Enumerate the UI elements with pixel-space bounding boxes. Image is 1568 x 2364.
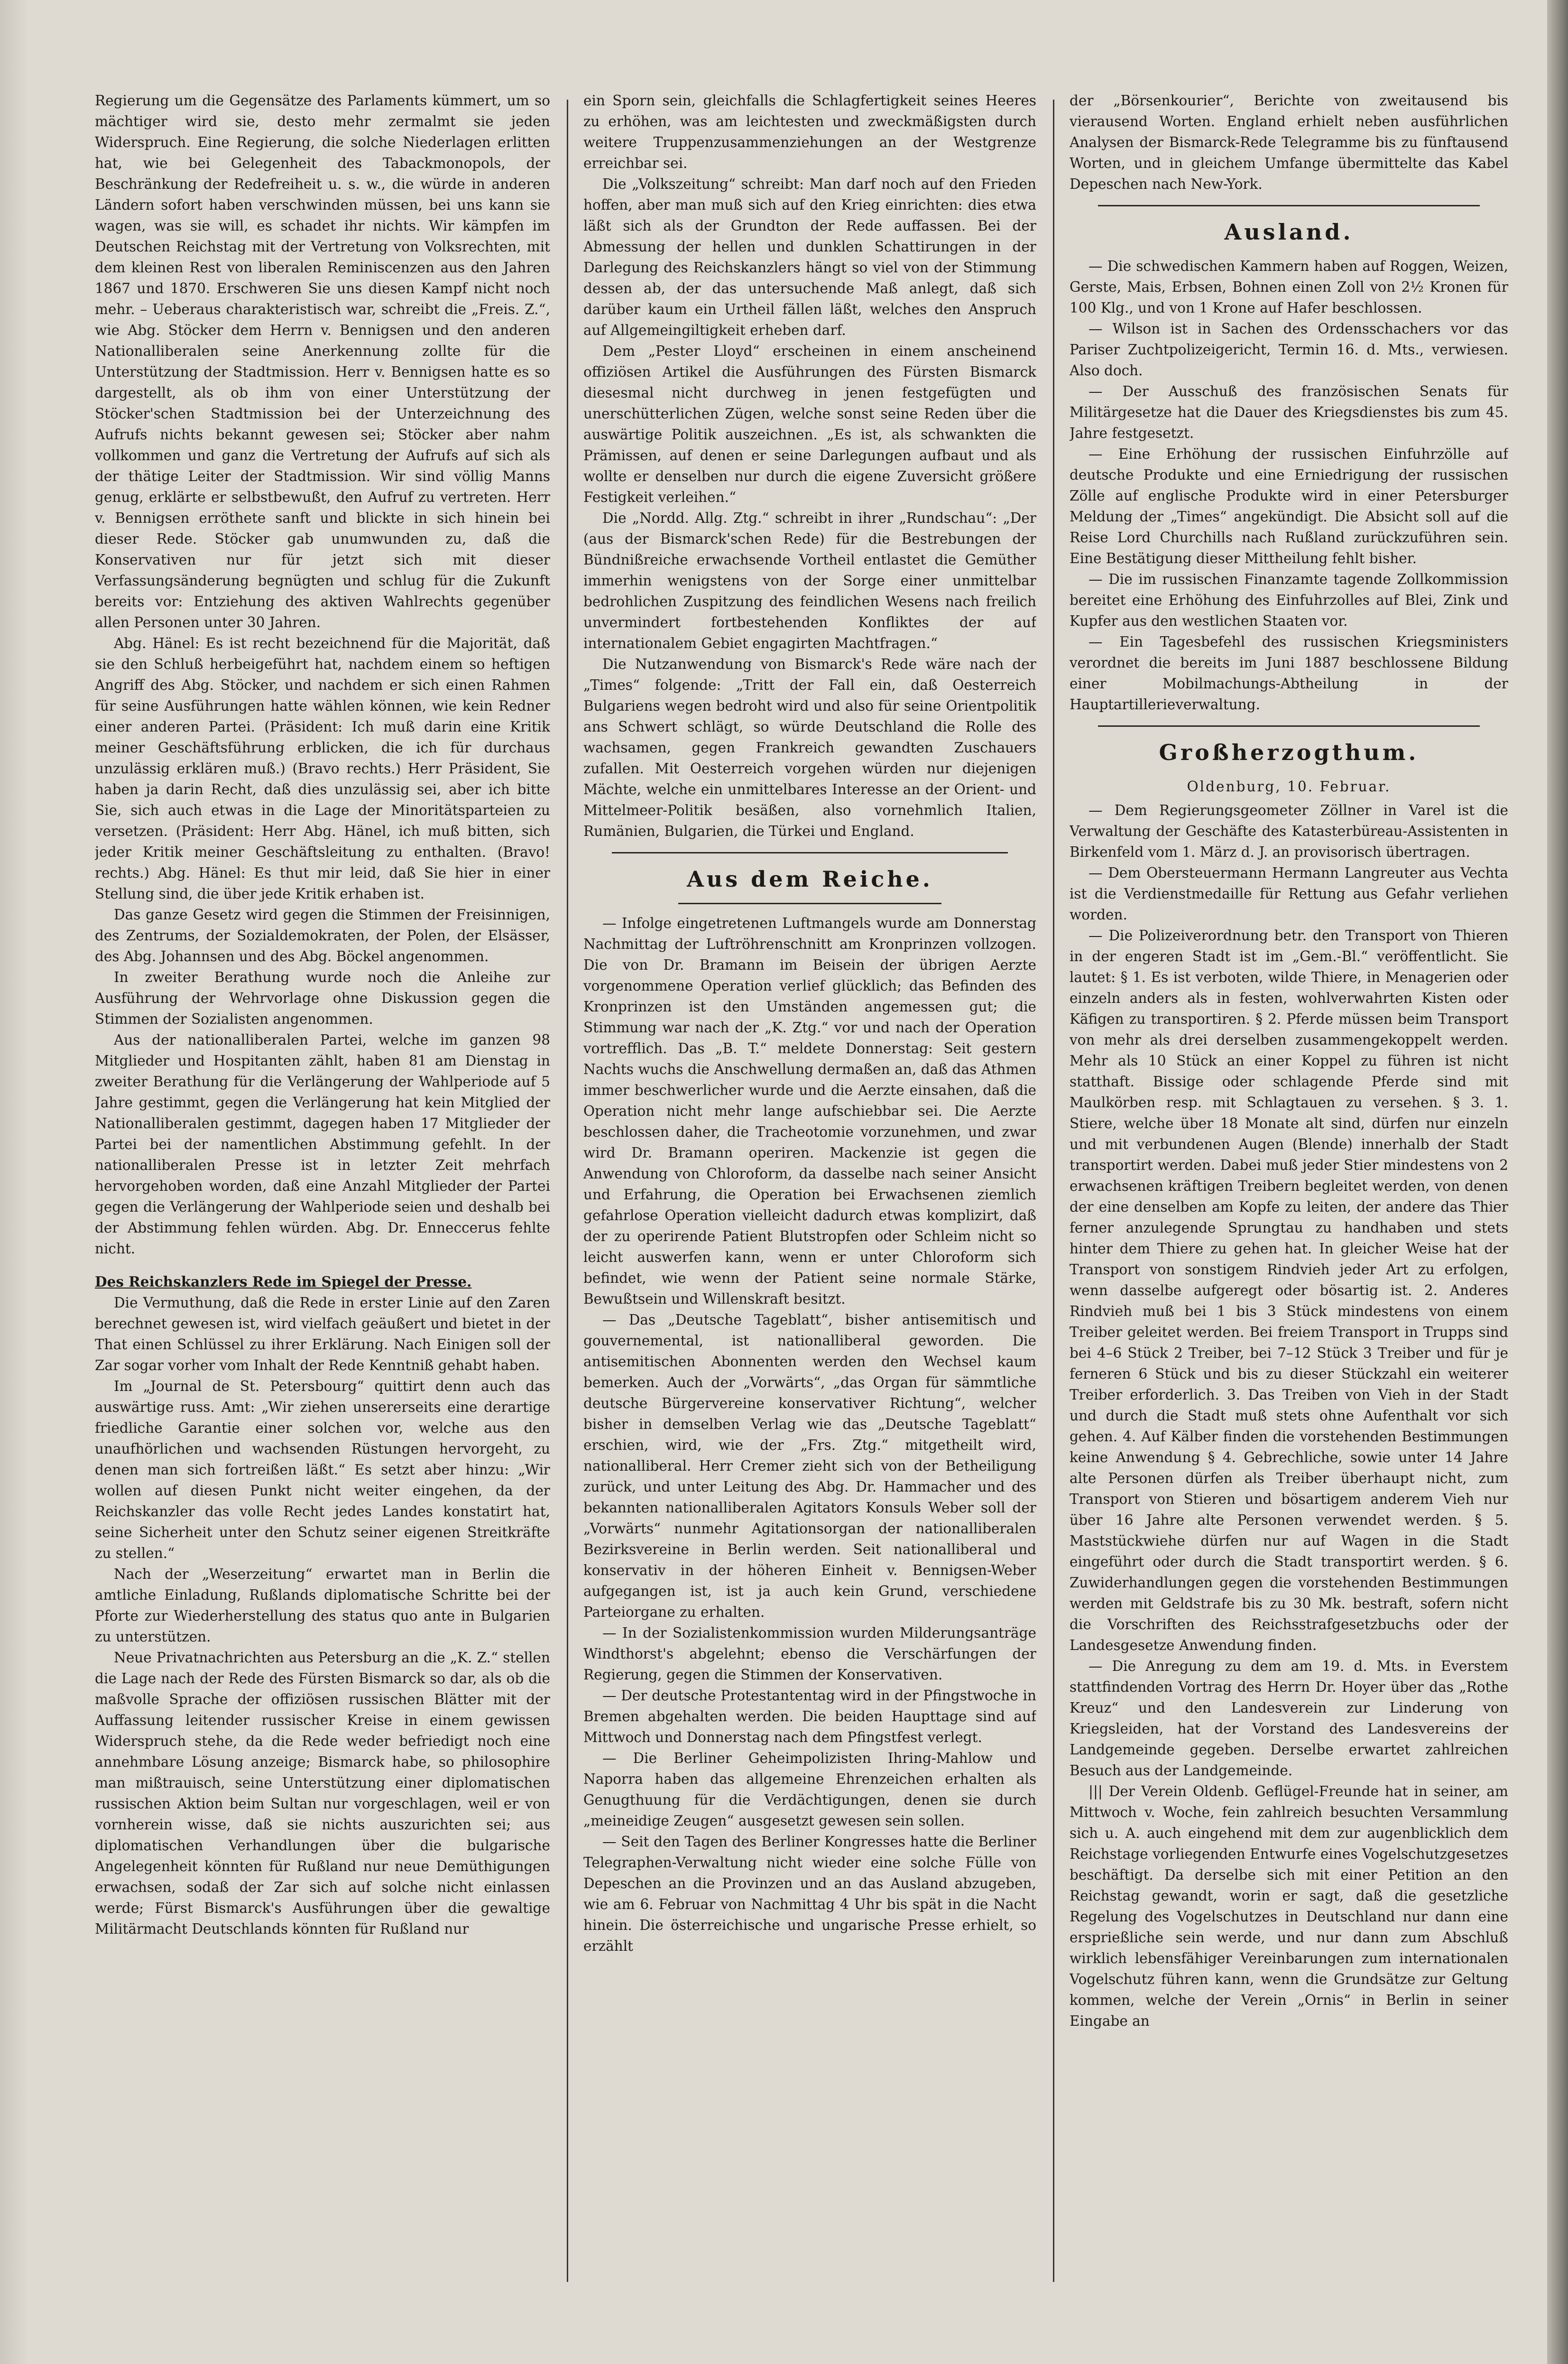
paragraph: — Seit den Tagen des Berliner Kongresses hatte die Berliner Telegraphen-Verwaltung nicht wieder eine solche Fülle von Depeschen an die Provinzen und an das Ausland abzugeben, wie am 6. Februar von Nachmittag 4 Uhr bis spät in die Nacht hinein. Die österreichische und ungarische Presse erhielt, so erzählt bbox=[583, 1834, 1036, 1954]
paragraph: Die Vermuthung, daß die Rede in erster Linie auf den Zaren berechnet gewesen ist, wird vielfach geäußert und bietet in der That einen Schlüssel zu ihrer Erklärung. Nach Einigen soll der Zar sogar vorher vom Inhalt der Rede Kenntniß gehabt haben. bbox=[95, 1295, 550, 1373]
section-divider bbox=[1098, 725, 1480, 727]
paragraph: — Das „Deutsche Tageblatt“, bisher antisemitisch und gouvernemental, ist nationalliberal geworden. Die antisemitischen Abonnenten werden den Wechsel kaum bemerken. Auch der „Vorwärts“, „das Organ für sämmtliche deutsche Bürgervereine konservativer Richtung“, welcher bisher in demselben Verlag wie das „Deutsche Tageblatt“ erschien, wird, wie der „Frs. Ztg.“ mitgetheilt wird, nationalliberal. Herr Cremer zieht sich von der Betheiligung zurück, und unter Leitung des Abg. Dr. Hammacher und des bekannten nationalliberalen Agitators Konsuls Weber soll der „Vorwärts“ nunmehr Agitationsorgan der nationalliberalen Bezirksvereine in Berlin werden. Seit nationalliberal und konservativ in der höheren Einheit v. Bennigsen-Weber aufgegangen ist, ist ja auch kein Grund, verschiedene Parteiorgane zu erhalten. bbox=[583, 1312, 1036, 1620]
paragraph: Im „Journal de St. Petersbourg“ quittirt denn auch das auswärtige russ. Amt: „Wir ziehen unsererseits eine derartige friedliche Garantie einer solchen vor, welche aus den unaufhörlichen und wachsenden Rüstungen hervorgeht, zu denen man sich fortreißen läßt.“ Es setzt aber hinzu: „Wir wollen auf diesen Punkt nicht weiter eingehen, da der Reichskanzler das volle Recht jedes Landes konstatirt hat, seine Sicherheit unter den Schutz seiner eigenen Streitkräfte zu stellen.“ bbox=[95, 1378, 550, 1561]
paragraph: — In der Sozialistenkommission wurden Milderungsanträge Windthorst's abgelehnt; ebenso die Verschärfungen der Regierung, gegen die Stimmen der Konservativen. bbox=[583, 1625, 1036, 1683]
paragraph: — Ein Tagesbefehl des russischen Kriegsministers verordnet die bereits im Juni 1887 beschlossene Bildung einer Mobilmachungs-Abtheilung in der Hauptartillerieverwaltung. bbox=[1070, 634, 1508, 713]
paragraph: — Dem Obersteuermann Hermann Langreuter aus Vechta ist die Verdienstmedaille für Rettung aus Gefahr verliehen worden. bbox=[1070, 865, 1508, 923]
column-rule-1 bbox=[567, 100, 568, 2282]
paragraph: Neue Privatnachrichten aus Petersburg an die „K. Z.“ stellen die Lage nach der Rede des Fürsten Bismarck so dar, als ob die maßvolle Sprache der offiziösen russischen Blätter mit der Auffassung leitender russischer Kreise in einem gewissen Widerspruch stehe, da die Rede weder befriedigt noch eine annehmbare Lösung anzeige; Bismarck habe, so philosophire man mißtrauisch, seine Unterstützung einer diplomatischen russischen Aktion beim Sultan nur vorgeschlagen, weil er von vornherein wisse, daß sie nichts auszurichten sei; aus diplomatischen Verhandlungen über die bulgarische Angelegenheit könnten für Rußland nur neue Demüthigungen erwachsen, sodaß der Zar sich auf solche nicht einlassen werde; Fürst Bismarck's Ausführungen über die gewaltige Militärmacht Deutschlands könnten für Rußland nur bbox=[95, 1650, 550, 1937]
paragraph: Nach der „Weserzeitung“ erwartet man in Berlin die amtliche Einladung, Rußlands diplomatische Schritte bei der Pforte zur Wiederherstellung des status quo ante in Bulgarien zu unterstützen. bbox=[95, 1566, 550, 1645]
paragraph: Dem „Pester Lloyd“ erscheinen in einem anscheinend offiziösen Artikel die Ausführungen des Fürsten Bismarck diesesmal nicht durchweg in jenen festgefügten und unerschütterlichen Zügen, welche sonst seine Reden über die auswärtige Politik auszeichnen. „Es ist, als schwankten die Prämissen, auf denen er seine Darlegungen aufbaut und als wollte er denselben nur durch die eigene Zuversicht größere Festigkeit verleihen.“ bbox=[583, 343, 1036, 505]
paragraph: — Der deutsche Protestantentag wird in der Pfingstwoche in Bremen abgehalten werden. Die beiden Haupttage sind auf Mittwoch und Donnerstag nach dem Pfingstfest verlegt. bbox=[583, 1687, 1036, 1745]
paragraph: ein Sporn sein, gleichfalls die Schlagfertigkeit seines Heeres zu erhöhen, was am leichtesten und zweckmäßigsten durch weitere Truppenzusammenziehungen an der Westgrenze erreichbar sei. bbox=[583, 93, 1036, 171]
paragraph: — Infolge eingetretenen Luftmangels wurde am Donnerstag Nachmittag der Luftröhrenschnitt am Kronprinzen vollzogen. Die von Dr. Bramann im Beisein der übrigen Aerzte vorgenommene Operation verlief glücklich; das Befinden des Kronprinzen ist den Umständen angemessen gut; die Stimmung war nach der „K. Ztg.“ vor und nach der Operation vortrefflich. Das „B. T.“ meldete Donnerstag: Seit gestern Nachts wuchs die Anschwellung dermaßen an, daß das Athmen immer beschwerlicher wurde und die Aerzte einsahen, daß die Operation nicht mehr lange aufschiebbar sei. Die Aerzte beschlossen daher, die Tracheotomie vorzunehmen, und zwar wird Dr. Bramann operiren. Mackenzie ist gegen die Anwendung von Chloroform, da dasselbe nach seiner Ansicht und Erfahrung, die Operation bei Erwachsenen ziemlich gefahrlose Operation vielleicht dadurch etwas komplizirt, daß der zu operirende Patient Blutstropfen oder Schleim nicht so leicht auswerfen kann, wenn er unter Chloroform sich befindet, wie wenn der Patient seine normale Stärke, Bewußtsein und Willenskraft besitzt. bbox=[583, 915, 1036, 1307]
paragraph: — Die im russischen Finanzamte tagende Zollkommission bereitet eine Erhöhung des Einfuhrzolles auf Blei, Zink und Kupfer aus den westlichen Staaten vor. bbox=[1070, 571, 1508, 629]
scan-left-margin bbox=[0, 0, 28, 2364]
paragraph: — Eine Erhöhung der russischen Einfuhrzölle auf deutsche Produkte und eine Erniedrigung der russischen Zölle auf englische Produkte wird in einer Petersburger Meldung der „Times“ angekündigt. Die Absicht soll auf die Reise Lord Churchills nach Rußland zurückzuführen sein. Eine Bestätigung dieser Mittheilung fehlt bisher. bbox=[1070, 446, 1508, 566]
paragraph: der „Börsenkourier“, Berichte von zweitausend bis vierausend Worten. England erhielt neben ausführlichen Analysen der Bismarck-Rede Telegramme bis zu fünftausend Worten, und in gleichem Umfange übermittelte das Kabel Depeschen nach New-York. bbox=[1070, 93, 1508, 192]
paragraph: In zweiter Berathung wurde noch die Anleihe zur Ausführung der Wehrvorlage ohne Diskussion gegen die Stimmen der Sozialisten angenommen. bbox=[95, 969, 550, 1027]
paragraph: Regierung um die Gegensätze des Parlaments kümmert, um so mächtiger wird sie, desto mehr zermalmt sie jeden Widerspruch. Eine Regierung, die solche Niederlagen erlitten hat, wie bei Gelegenheit des Tabackmonopols, der Beschränkung der Redefreiheit u. s. w., die würde in anderen Ländern sofort haben verschwinden müssen, bei uns kann sie wagen, was sie will, es schadet ihr nichts. Wir kämpfen im Deutschen Reichstag mit der Vertretung von Volksrechten, mit dem kleinen Rest von liberalen Reminiscenzen aus den Jahren 1867 und 1870. Erschweren Sie uns diesen Kampf nicht noch mehr. – Ueberaus charakteristisch war, schreibt die „Freis. Z.“, wie Abg. Stöcker dem Herrn v. Bennigsen und den anderen Nationalliberalen seine Anerkennung zollte für die Unterstützung der Stadtmission. Herr v. Bennigsen hatte es so dargestellt, als ob ihm von einer Unterstützung der Stöcker'schen Stadtmission bei der Unterzeichnung des Aufrufs nichts bekannt gewesen sei; Stöcker aber nahm vollkommen und ganz die Vertretung der Aufrufs auf sich als der thätige Leiter der Stadtmission. Wir sind völlig Manns genug, erklärte er selbstbewußt, den Aufruf zu vertreten. Herr v. Bennigsen erröthete sanft und blickte in sich hinein bei dieser Rede. Stöcker gab unumwunden zu, daß die Konservativen nur für jetzt sich mit dieser Verfassungsänderung begnügten und schlug für die Zukunft bereits vor: Entziehung des aktiven Wahlrechts gegenüber allen Personen unter 30 Jahren. bbox=[95, 93, 550, 630]
paragraph: — Die schwedischen Kammern haben auf Roggen, Weizen, Gerste, Mais, Erbsen, Bohnen einen Zoll von 2½ Kronen für 100 Klg., und von 1 Krone auf Hafer beschlossen. bbox=[1070, 258, 1508, 316]
section-heading: Großherzogthum. bbox=[1159, 740, 1419, 765]
paragraph: ||| Der Verein Oldenb. Geflügel-Freunde hat in seiner, am Mittwoch v. Woche, fein zahlreich besuchten Versammlung sich u. A. auch eingehend mit dem zur augenblicklich dem Reichstage vorliegenden Entwurfe eines Vogelschutzgesetzes beschäftigt. Da derselbe sich mit einer Petition an den Reichstag gewandt, worin er sagt, daß die gesetzliche Regelung des Vogelschutzes in Deutschland nur dann eine ersprießliche sein werde, und nur dann zum Abschluß wirklich lebensfähiger Vereinbarungen zum internationalen Vogelschutz führen kann, wenn die Grundsätze zur Geltung kommen, welche der Verein „Ornis“ in Berlin in seiner Eingabe an bbox=[1070, 1783, 1508, 2029]
dateline: Oldenburg, 10. Februar. bbox=[1187, 779, 1391, 795]
paragraph: Die Nutzanwendung von Bismarck's Rede wäre nach der „Times“ folgende: „Tritt der Fall ein, daß Oesterreich Bulgariens wegen bedroht wird und also für seine Orientpolitik ans Schwert schlägt, so würde Deutschland die Rolle des wachsamen, gegen Frankreich gewandten Zuschauers zufallen. Mit Oesterreich vorgehen würden nur diejenigen Mächte, welche ein unmittelbares Interesse an der Orient- und Mittelmeer-Politik besäßen, also vornehmlich Italien, Rumänien, Bulgarien, die Türkei und England. bbox=[583, 656, 1036, 839]
paragraph: Das ganze Gesetz wird gegen die Stimmen der Freisinnigen, des Zentrums, der Sozialdemokraten, der Polen, der Elsässer, des Abg. Johannsen und des Abg. Böckel angenommen. bbox=[95, 907, 550, 964]
paragraph: — Die Anregung zu dem am 19. d. Mts. in Everstem stattfindenden Vortrag des Herrn Dr. Hoyer über das „Rothe Kreuz“ und den Landesverein zur Linderung von Kriegsleiden, hat der Vorstand des Landesvereins der Landgemeinde gegeben. Derselbe erwartet zahlreichen Besuch aus der Landgemeinde. bbox=[1070, 1658, 1508, 1779]
paragraph: — Die Berliner Geheimpolizisten Ihring-Mahlow und Naporra haben das allgemeine Ehrenzeichen erhalten als Genugthuung für die Verdächtigungen, denen sie durch „meineidige Zeugen“ ausgesetzt gewesen sein sollen. bbox=[583, 1750, 1036, 1829]
column-3 bbox=[1070, 90, 1508, 2291]
newspaper-page bbox=[95, 90, 1508, 2320]
section-heading: Des Reichskanzlers Rede im Spiegel der Presse. bbox=[95, 1273, 472, 1290]
paragraph: — Wilson ist in Sachen des Ordensschachers vor das Pariser Zuchtpolizeigericht, Termin 16. d. Mts., verwiesen. Also doch. bbox=[1070, 321, 1508, 379]
section-divider bbox=[1098, 205, 1480, 206]
section-heading: Aus dem Reiche. bbox=[687, 866, 933, 892]
section-heading: Ausland. bbox=[1224, 219, 1354, 245]
paragraph: Die „Nordd. Allg. Ztg.“ schreibt in ihrer „Rundschau“: „Der (aus der Bismarck'schen Rede) für die Bestrebungen der Bündnißreiche erwachsende Vortheil entlastet die Gemüther immerhin wenigstens von der Sorge einer unmittelbar bedrohlichen Zuspitzung des feindlichen Wesens nach freilich unvermindert fortbestehenden Konfliktes der auf internationalem Gebiet engagirten Machtfragen.“ bbox=[583, 510, 1036, 651]
paragraph: Abg. Hänel: Es ist recht bezeichnend für die Majorität, daß sie den Schluß herbeigeführt hat, nachdem einem so heftigen Angriff des Abg. Stöcker, und nachdem er sich einen Rahmen für seine Ausführungen hatte wählen können, wie kein Redner einer anderen Partei. (Präsident: Ich muß darin eine Kritik meiner Geschäftsführung erblicken, die ich für durchaus unzulässig erklären muß.) (Bravo rechts.) Herr Präsident, Sie haben ja darin Recht, daß dies unzulässig sei, aber ich bitte Sie, sich auch etwas in die Lage der Minoritätsparteien zu versetzen. (Präsident: Herr Abg. Hänel, ich muß bitten, sich jeder Kritik meiner Geschäftsleitung zu enthalten. (Bravo! rechts.) Abg. Hänel: Es thut mir leid, daß Sie hier in einer Stellung sind, die über jede Kritik erhaben ist. bbox=[95, 635, 550, 902]
column-rule-2 bbox=[1053, 100, 1054, 2282]
paragraph: Aus der nationalliberalen Partei, welche im ganzen 98 Mitglieder und Hospitanten zählt, haben 81 am Dienstag in zweiter Berathung für die Verlängerung der Wahlperiode auf 5 Jahre gestimmt, gegen die Verlängerung hat kein Mitglied der Nationalliberalen gestimmt, dagegen haben 17 Mitglieder der Partei bei der namentlichen Abstimmung gefehlt. In der nationalliberalen Presse ist in letzter Zeit mehrfach hervorgehoben worden, daß eine Anzahl Mitglieder der Partei gegen die Verlängerung der Wahlperiode seien und deshalb bei der Abstimmung fehlen würden. Abg. Dr. Enneccerus fehlte nicht. bbox=[95, 1032, 550, 1257]
paragraph: — Die Polizeiverordnung betr. den Transport von Thieren in der engeren Stadt ist im „Gem.-Bl.“ veröffentlicht. Sie lautet: § 1. Es ist verboten, wilde Thiere, in Menagerien oder einzeln anders als in festen, wohlverwahrten Kisten oder Käfigen zu transportiren. § 2. Pferde müssen beim Transport von mehr als drei derselben zusammengekoppelt werden. Mehr als 10 Stück an einer Koppel zu führen ist nicht statthaft. Bissige oder schlagende Pferde sind mit Maulkörben resp. mit Schlagtauen zu versehen. § 3. 1. Stiere, welche über 18 Monate alt sind, dürfen nur einzeln und mit verbundenen Augen (Blende) innerhalb der Stadt transportirt werden. Dabei muß jeder Stier mindestens von 2 erwachsenen kräftigen Treibern begleitet werden, von denen der eine denselben am Kopfe zu leiten, der andere das Thier ferner anzulegende Sprungtau zu handhaben und stets hinter dem Thiere zu gehen hat. In gleicher Weise hat der Transport von sonstigem Rindvieh jeder Art zu erfolgen, wenn dasselbe aufgeregt oder bösartig ist. 2. Anderes Rindvieh muß bei 1 bis 3 Stück mindestens von einem Treiber geleitet werden. Bei freiem Transport in Trupps sind bei 4–6 Stück 2 Treiber, bei 7–12 Stück 3 Treiber und für je ferneren 6 Stück und bis zu dieser Stückzahl ein weiterer Treiber erforderlich. 3. Das Treiben von Vieh in der Stadt und durch die Stadt muß stets ohne Aufenthalt vor sich gehen. 4. Auf Kälber finden die vorstehenden Bestimmungen keine Anwendung § 4. Gebrechliche, sowie unter 14 Jahre alte Personen dürfen als Treiber überhaupt nicht, zum Transport von Stieren und bösartigem anderem Vieh nur über 16 Jahre alte Personen verwendet werden. § 5. Maststückwiehe dürfen nur auf Wagen in die Stadt eingeführt oder durch die Stadt transportirt werden. § 6. Zuwiderhandlungen gegen die vorstehenden Bestimmungen werden mit Geldstrafe bis zu 30 Mk. bestraft, sofern nicht die Vorschriften des Reichsstrafgesetzbuchs oder der Landesgesetze Anwendung finden. bbox=[1070, 927, 1508, 1653]
paragraph: — Dem Regierungsgeometer Zöllner in Varel ist die Verwaltung der Geschäfte des Katasterbüreau-Assistenten in Birkenfeld vom 1. März d. J. an provisorisch übertragen. bbox=[1070, 802, 1508, 860]
column-2 bbox=[583, 90, 1036, 2291]
section-divider bbox=[678, 903, 941, 904]
paragraph: Die „Volkszeitung“ schreibt: Man darf noch auf den Frieden hoffen, aber man muß sich auf den Krieg einrichten: dies etwa läßt sich als der Grundton der Rede auffassen. Bei der Abmessung der hellen und dunklen Schattirungen in der Darlegung des Reichskanzlers hängt so viel von der Stimmung dessen ab, der das untersuchende Maß anlegt, daß sich darüber kaum ein Urtheil fällen läßt, welches den Anspruch auf Allgemeingiltigkeit erheben darf. bbox=[583, 176, 1036, 338]
column-1 bbox=[95, 90, 550, 2291]
scan-right-edge bbox=[1547, 0, 1568, 2364]
paragraph: — Der Ausschuß des französischen Senats für Militärgesetze hat die Dauer des Kriegsdienstes bis zum 45. Jahre festgesetzt. bbox=[1070, 383, 1508, 441]
section-divider bbox=[612, 852, 1008, 853]
